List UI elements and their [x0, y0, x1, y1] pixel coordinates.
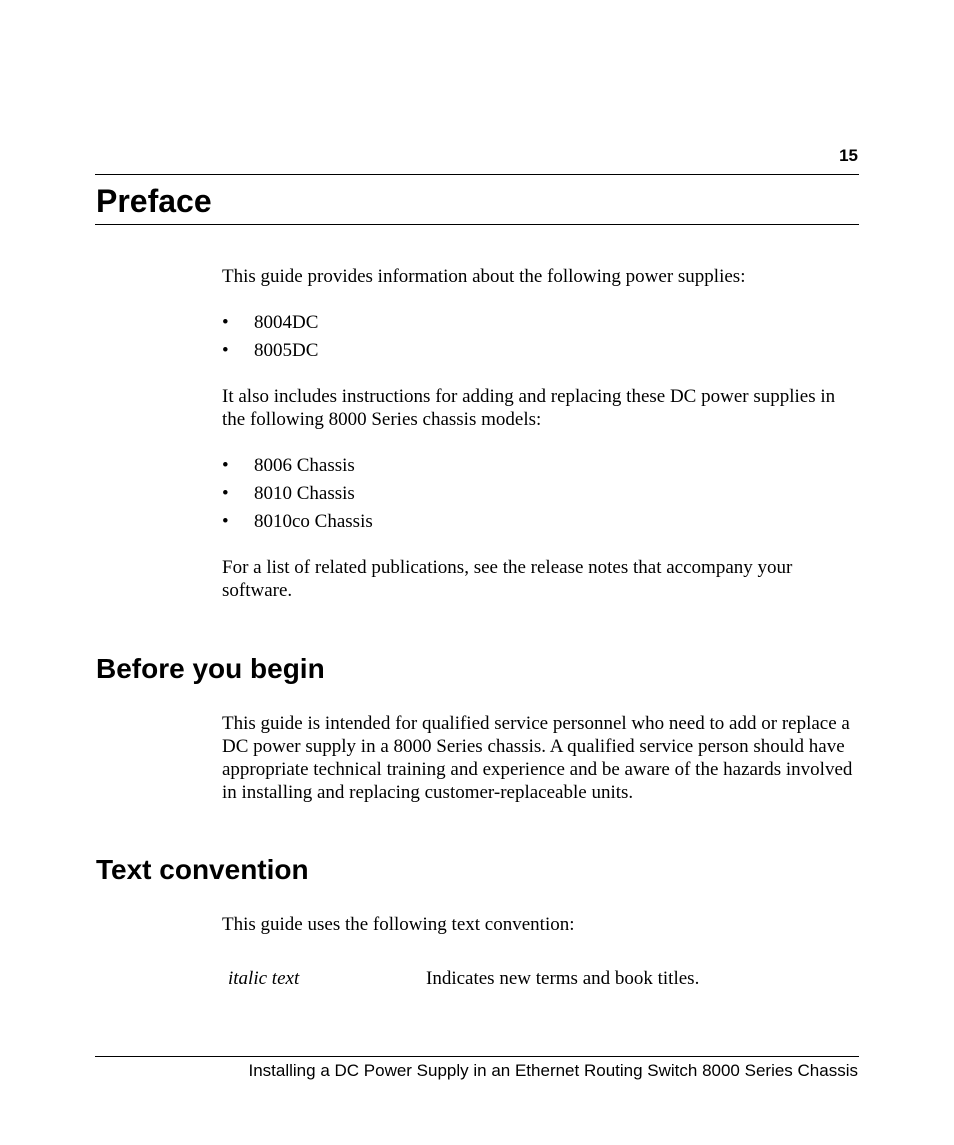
bullet-icon: •: [222, 511, 229, 532]
list-item-text: 8006 Chassis: [254, 455, 355, 476]
footer-title: Installing a DC Power Supply in an Ethernet Routing Switch 8000 Series Chassis: [248, 1061, 858, 1080]
list-item-text: 8005DC: [254, 340, 319, 361]
bullet-icon: •: [222, 455, 229, 476]
convention-description: Indicates new terms and book titles.: [426, 968, 700, 989]
list-item: [222, 309, 318, 337]
footer-rule: [95, 1056, 859, 1057]
list-item: [222, 508, 373, 536]
chassis-list: [222, 452, 373, 536]
power-supply-list: [222, 309, 318, 365]
list-item: [222, 452, 373, 480]
convention-term: italic text: [228, 968, 300, 989]
list-item-text: 8010co Chassis: [254, 511, 373, 532]
related-paragraph: For a list of related publications, see the release notes that accompany your software.: [222, 557, 793, 601]
text-convention-intro: This guide uses the following text convention:: [222, 914, 575, 935]
intro-paragraph: This guide provides information about the following power supplies:: [222, 266, 746, 287]
before-you-begin-paragraph: This guide is intended for qualified service personnel who need to add or replace a DC power supply in a 8000 Series chassis. A qualified service person should have appropriate technical training and experience and be aware of the hazards involved in installing and replacing customer-replaceable units.: [222, 713, 853, 803]
bullet-icon: •: [222, 312, 229, 333]
header-rule-top: [95, 174, 859, 175]
bullet-icon: •: [222, 340, 229, 361]
instructions-paragraph: It also includes instructions for adding and replacing these DC power supplies in the following 8000 Series chassis models:: [222, 386, 836, 430]
list-item: [222, 480, 373, 508]
page-number: 15: [839, 146, 858, 165]
bullet-icon: •: [222, 483, 229, 504]
list-item-text: 8004DC: [254, 312, 319, 333]
header-rule-bottom: [95, 224, 859, 225]
section-title-text-convention: Text convention: [96, 854, 309, 885]
section-title-before-you-begin: Before you begin: [96, 653, 325, 684]
chapter-title: Preface: [96, 183, 212, 219]
list-item-text: 8010 Chassis: [254, 483, 355, 504]
list-item: [222, 337, 318, 365]
